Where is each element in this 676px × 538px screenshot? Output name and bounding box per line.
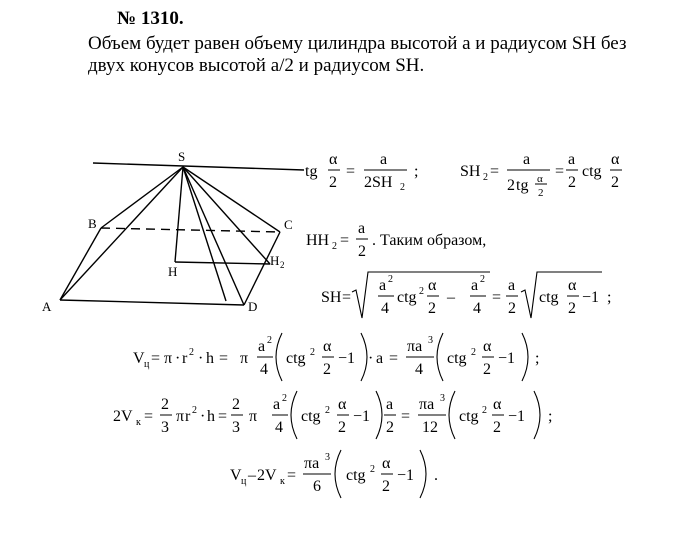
a-numerator: a <box>523 151 531 168</box>
sub-2: 2 <box>483 172 488 183</box>
equals: = <box>219 350 229 367</box>
label-H2: H <box>270 253 280 268</box>
a: a <box>273 396 281 413</box>
a: a <box>379 277 387 294</box>
a: a <box>508 277 516 294</box>
alpha-numerator: α <box>329 151 338 168</box>
problem-statement-line-1: Объем будет равен объему цилиндра высотой a и радиусом SH без <box>88 33 627 54</box>
tg-symbol: tg <box>305 163 318 180</box>
V-sub-k: к <box>136 417 141 428</box>
equals: = <box>340 232 350 249</box>
alpha: α <box>483 338 492 355</box>
equals: = <box>492 289 502 306</box>
h: h <box>207 408 215 425</box>
exp-2: 2 <box>419 286 424 297</box>
V-sub-k: к <box>280 476 285 487</box>
label-H: H <box>168 264 178 279</box>
minus-one: −1 <box>582 289 600 306</box>
a-numerator: a <box>568 151 576 168</box>
label-C: C <box>284 217 293 232</box>
label-A: A <box>42 299 52 314</box>
minus: – <box>248 467 256 484</box>
equals: = <box>389 350 399 367</box>
dot: · <box>368 350 374 367</box>
two: 2 <box>493 419 501 436</box>
two: 2 <box>382 478 390 495</box>
sub-2: 2 <box>332 241 337 252</box>
period: . <box>434 467 438 484</box>
minus-one: −1 <box>353 408 371 425</box>
four: 4 <box>381 300 389 317</box>
exp-2: 2 <box>370 464 375 475</box>
exp-2: 2 <box>189 347 194 358</box>
two: 2 <box>323 361 331 378</box>
semicolon: ; <box>414 163 419 180</box>
sub-2: 2 <box>400 182 405 193</box>
four: 4 <box>415 361 423 378</box>
pi: π <box>240 350 249 367</box>
four: 4 <box>275 419 283 436</box>
V-sub-c: ц <box>144 359 150 370</box>
ctg-symbol: ctg <box>582 163 602 180</box>
exp-3: 3 <box>440 393 445 404</box>
four: 4 <box>260 361 268 378</box>
equals: = <box>151 350 161 367</box>
equals: = <box>144 408 154 425</box>
semicolon: ; <box>535 350 540 367</box>
ctg-symbol: ctg <box>301 408 321 425</box>
exp-2: 2 <box>482 405 487 416</box>
pi-a: πa <box>419 396 435 413</box>
exp-3: 3 <box>428 335 433 346</box>
three: 3 <box>232 419 240 436</box>
hh2-tail-text: . Таким образом, <box>372 232 487 249</box>
pi: π <box>249 408 258 425</box>
two: 2 <box>538 187 544 199</box>
exp-2: 2 <box>388 274 393 285</box>
equals: = <box>401 408 411 425</box>
a: a <box>258 338 266 355</box>
two: 2 <box>161 396 169 413</box>
a-numerator: a <box>380 151 388 168</box>
dot: · <box>198 350 204 367</box>
2V-label: 2V <box>113 408 133 425</box>
equals: = <box>555 163 565 180</box>
equals: = <box>342 289 352 306</box>
two: 2 <box>483 361 491 378</box>
HH-label: HH <box>306 232 330 249</box>
ctg-symbol: ctg <box>539 289 559 306</box>
pi-a: πa <box>407 338 423 355</box>
exp-2: 2 <box>282 393 287 404</box>
two: 2 <box>386 419 394 436</box>
V-sub-c: ц <box>241 476 247 487</box>
two-denominator: 2 <box>611 174 619 191</box>
problem-statement-line-2: двух конусов высотой a/2 и радиусом SH. <box>88 55 425 76</box>
a-numerator: a <box>358 220 366 237</box>
alpha: α <box>568 277 577 294</box>
label-D: D <box>248 299 258 314</box>
twelve: 12 <box>422 419 438 436</box>
ctg-symbol: ctg <box>346 467 366 484</box>
label-B: B <box>88 216 97 231</box>
two-denominator: 2 <box>568 174 576 191</box>
minus-one: −1 <box>338 350 356 367</box>
ctg-symbol: ctg <box>286 350 306 367</box>
2V-label: 2V <box>257 467 277 484</box>
problem-number: № 1310. <box>117 8 184 29</box>
pi: π <box>164 350 173 367</box>
r: r <box>182 350 188 367</box>
three: 3 <box>161 419 169 436</box>
two-denominator: 2 <box>329 174 337 191</box>
exp-2: 2 <box>471 347 476 358</box>
two: 2 <box>568 300 576 317</box>
SH-label: SH <box>460 163 481 180</box>
semicolon: ; <box>607 289 612 306</box>
SH-label: SH <box>321 289 342 306</box>
pi-a: πa <box>304 455 320 472</box>
V-label: V <box>230 467 242 484</box>
two: 2 <box>428 300 436 317</box>
exp-2: 2 <box>267 335 272 346</box>
dot: · <box>175 350 181 367</box>
minus-one: −1 <box>397 467 415 484</box>
alpha: α <box>323 338 332 355</box>
two: 2 <box>232 396 240 413</box>
alpha: α <box>493 396 502 413</box>
equals: = <box>218 408 228 425</box>
minus-one: −1 <box>498 350 516 367</box>
exp-3: 3 <box>325 452 330 463</box>
two: 2 <box>507 177 515 194</box>
label-H2-sub: 2 <box>280 260 285 270</box>
exp-2: 2 <box>310 347 315 358</box>
two: 2 <box>508 300 516 317</box>
a: a <box>471 277 479 294</box>
V-label: V <box>133 350 145 367</box>
ctg-symbol: ctg <box>459 408 479 425</box>
two: 2 <box>338 419 346 436</box>
exp-2: 2 <box>480 274 485 285</box>
semicolon: ; <box>548 408 553 425</box>
alpha: α <box>338 396 347 413</box>
six: 6 <box>313 478 321 495</box>
exp-2: 2 <box>192 405 197 416</box>
h: h <box>206 350 214 367</box>
alpha-numerator: α <box>611 151 620 168</box>
four: 4 <box>473 300 481 317</box>
alpha: α <box>537 173 543 185</box>
a: a <box>376 350 384 367</box>
r: r <box>185 408 191 425</box>
equals: = <box>287 467 297 484</box>
pi: π <box>176 408 185 425</box>
two-denominator: 2 <box>358 243 366 260</box>
tg-symbol: tg <box>516 177 529 194</box>
equals: = <box>490 163 500 180</box>
ctg-symbol: ctg <box>397 289 417 306</box>
2SH-denominator: 2SH <box>364 174 393 191</box>
dot: · <box>200 408 206 425</box>
equals: = <box>346 163 356 180</box>
minus-one: −1 <box>508 408 526 425</box>
a: a <box>386 396 394 413</box>
ctg-symbol: ctg <box>447 350 467 367</box>
alpha: α <box>382 455 391 472</box>
label-S: S <box>178 149 186 164</box>
exp-2: 2 <box>325 405 330 416</box>
minus: – <box>447 289 455 306</box>
alpha: α <box>428 277 437 294</box>
